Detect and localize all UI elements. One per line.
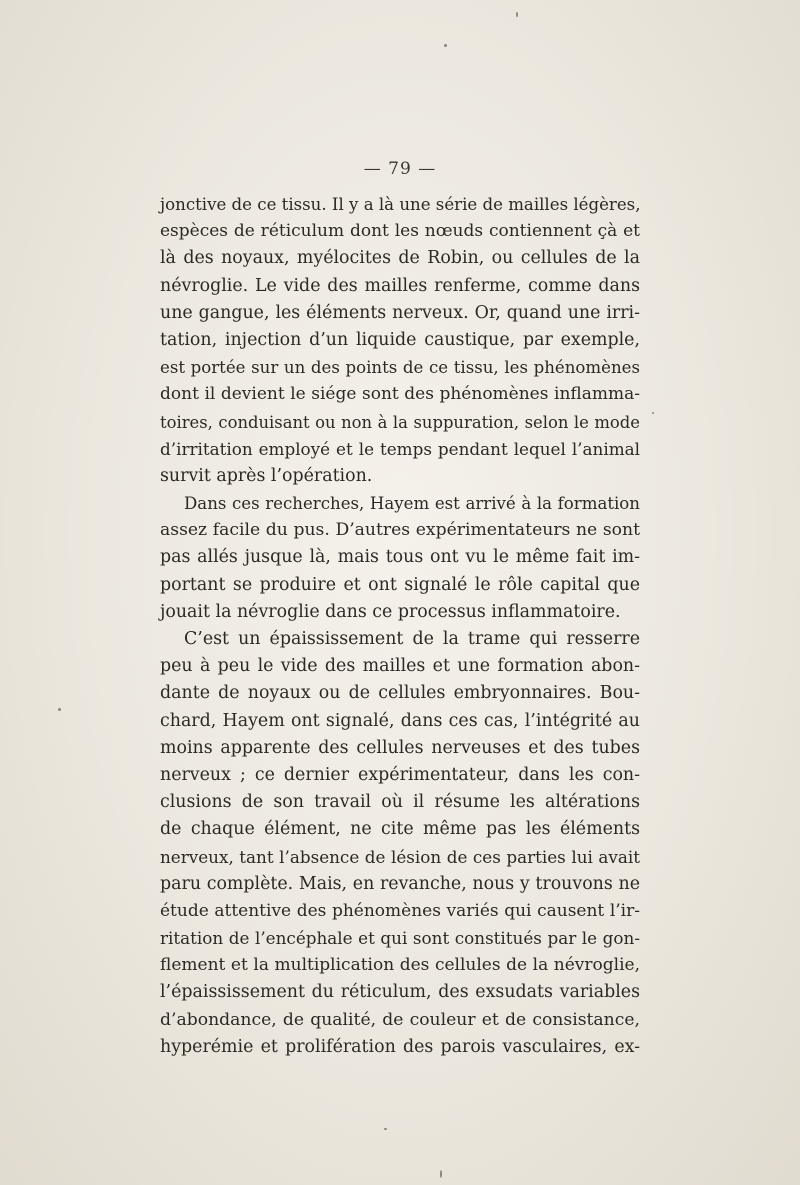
- text-line: espèces de réticulum dont les nœuds contiennent çà et: [160, 221, 640, 242]
- text-line: d’abondance, de qualité, de couleur et de consistance,: [160, 1009, 640, 1030]
- paper-speck: [384, 1128, 387, 1130]
- text-line: jouait la névroglie dans ce processus inflammatoire.: [160, 601, 621, 622]
- text-line: une gangue, les éléments nerveux. Or, quand une irri-: [160, 302, 640, 323]
- text-line: là des noyaux, myélocites de Robin, ou cellules de la: [160, 248, 640, 269]
- text-line: étude attentive des phénomènes variés qui causent l’ir-: [160, 900, 640, 921]
- text-line: de chaque élément, ne cite même pas les éléments: [160, 819, 640, 840]
- paper-speck: [516, 12, 518, 17]
- paper-speck: [440, 1170, 442, 1178]
- text-line: survit après l’opération.: [160, 465, 373, 486]
- text-line: clusions de son travail où il résume les altérations: [160, 792, 640, 813]
- page-number: — 79 —: [363, 159, 437, 179]
- text-line: nerveux ; ce dernier expérimentateur, dans les con-: [160, 764, 640, 785]
- text-line: portant se produire et ont signalé le rôle capital que: [160, 574, 640, 595]
- text-line: paru complète. Mais, en revanche, nous y trouvons ne: [160, 873, 640, 894]
- text-line: dante de noyaux ou de cellules embryonnaires. Bou-: [160, 683, 640, 704]
- text-line: tation, injection d’un liquide caustique, par exemple,: [160, 329, 640, 350]
- text-line: névroglie. Le vide des mailles renferme, comme dans: [160, 275, 640, 296]
- text-line: d’irritation employé et le temps pendant lequel l’animal: [160, 438, 640, 459]
- text-line: est portée sur un des points de ce tissu, les phénomènes: [160, 358, 640, 378]
- text-line: nerveux, tant l’absence de lésion de ces parties lui avait: [160, 846, 640, 867]
- text-line: assez facile du pus. D’autres expérimentateurs ne sont: [160, 520, 640, 541]
- text-line: toires, conduisant ou non à la suppuration, selon le mode: [160, 412, 640, 432]
- text-line: peu à peu le vide des mailles et une formation abon-: [160, 656, 640, 677]
- text-line: jonctive de ce tissu. Il y a là une série de mailles légères,: [160, 195, 641, 214]
- text-line: hyperémie et prolifération des parois vasculaires, ex-: [160, 1036, 640, 1057]
- paper-speck: [444, 44, 447, 47]
- text-line: ritation de l’encéphale et qui sont constitués par le gon-: [160, 928, 640, 949]
- paper-speck: [58, 708, 61, 711]
- text-line: flement et la multiplication des cellules de la névroglie,: [160, 955, 640, 976]
- paper-speck: [652, 412, 654, 414]
- text-line: chard, Hayem ont signalé, dans ces cas, l’intégrité au: [160, 710, 640, 731]
- text-line: l’épaississement du réticulum, des exsudats variables: [160, 982, 640, 1003]
- body-text: [160, 191, 640, 1061]
- text-line: C’est un épaississement de la trame qui resserre: [184, 629, 640, 649]
- text-line: Dans ces recherches, Hayem est arrivé à la formation: [184, 494, 640, 514]
- text-line: dont il devient le siége sont des phénomènes inflamma-: [160, 384, 640, 405]
- text-line: pas allés jusque là, mais tous ont vu le même fait im-: [160, 547, 640, 568]
- text-line: moins apparente des cellules nerveuses et des tubes: [160, 737, 640, 758]
